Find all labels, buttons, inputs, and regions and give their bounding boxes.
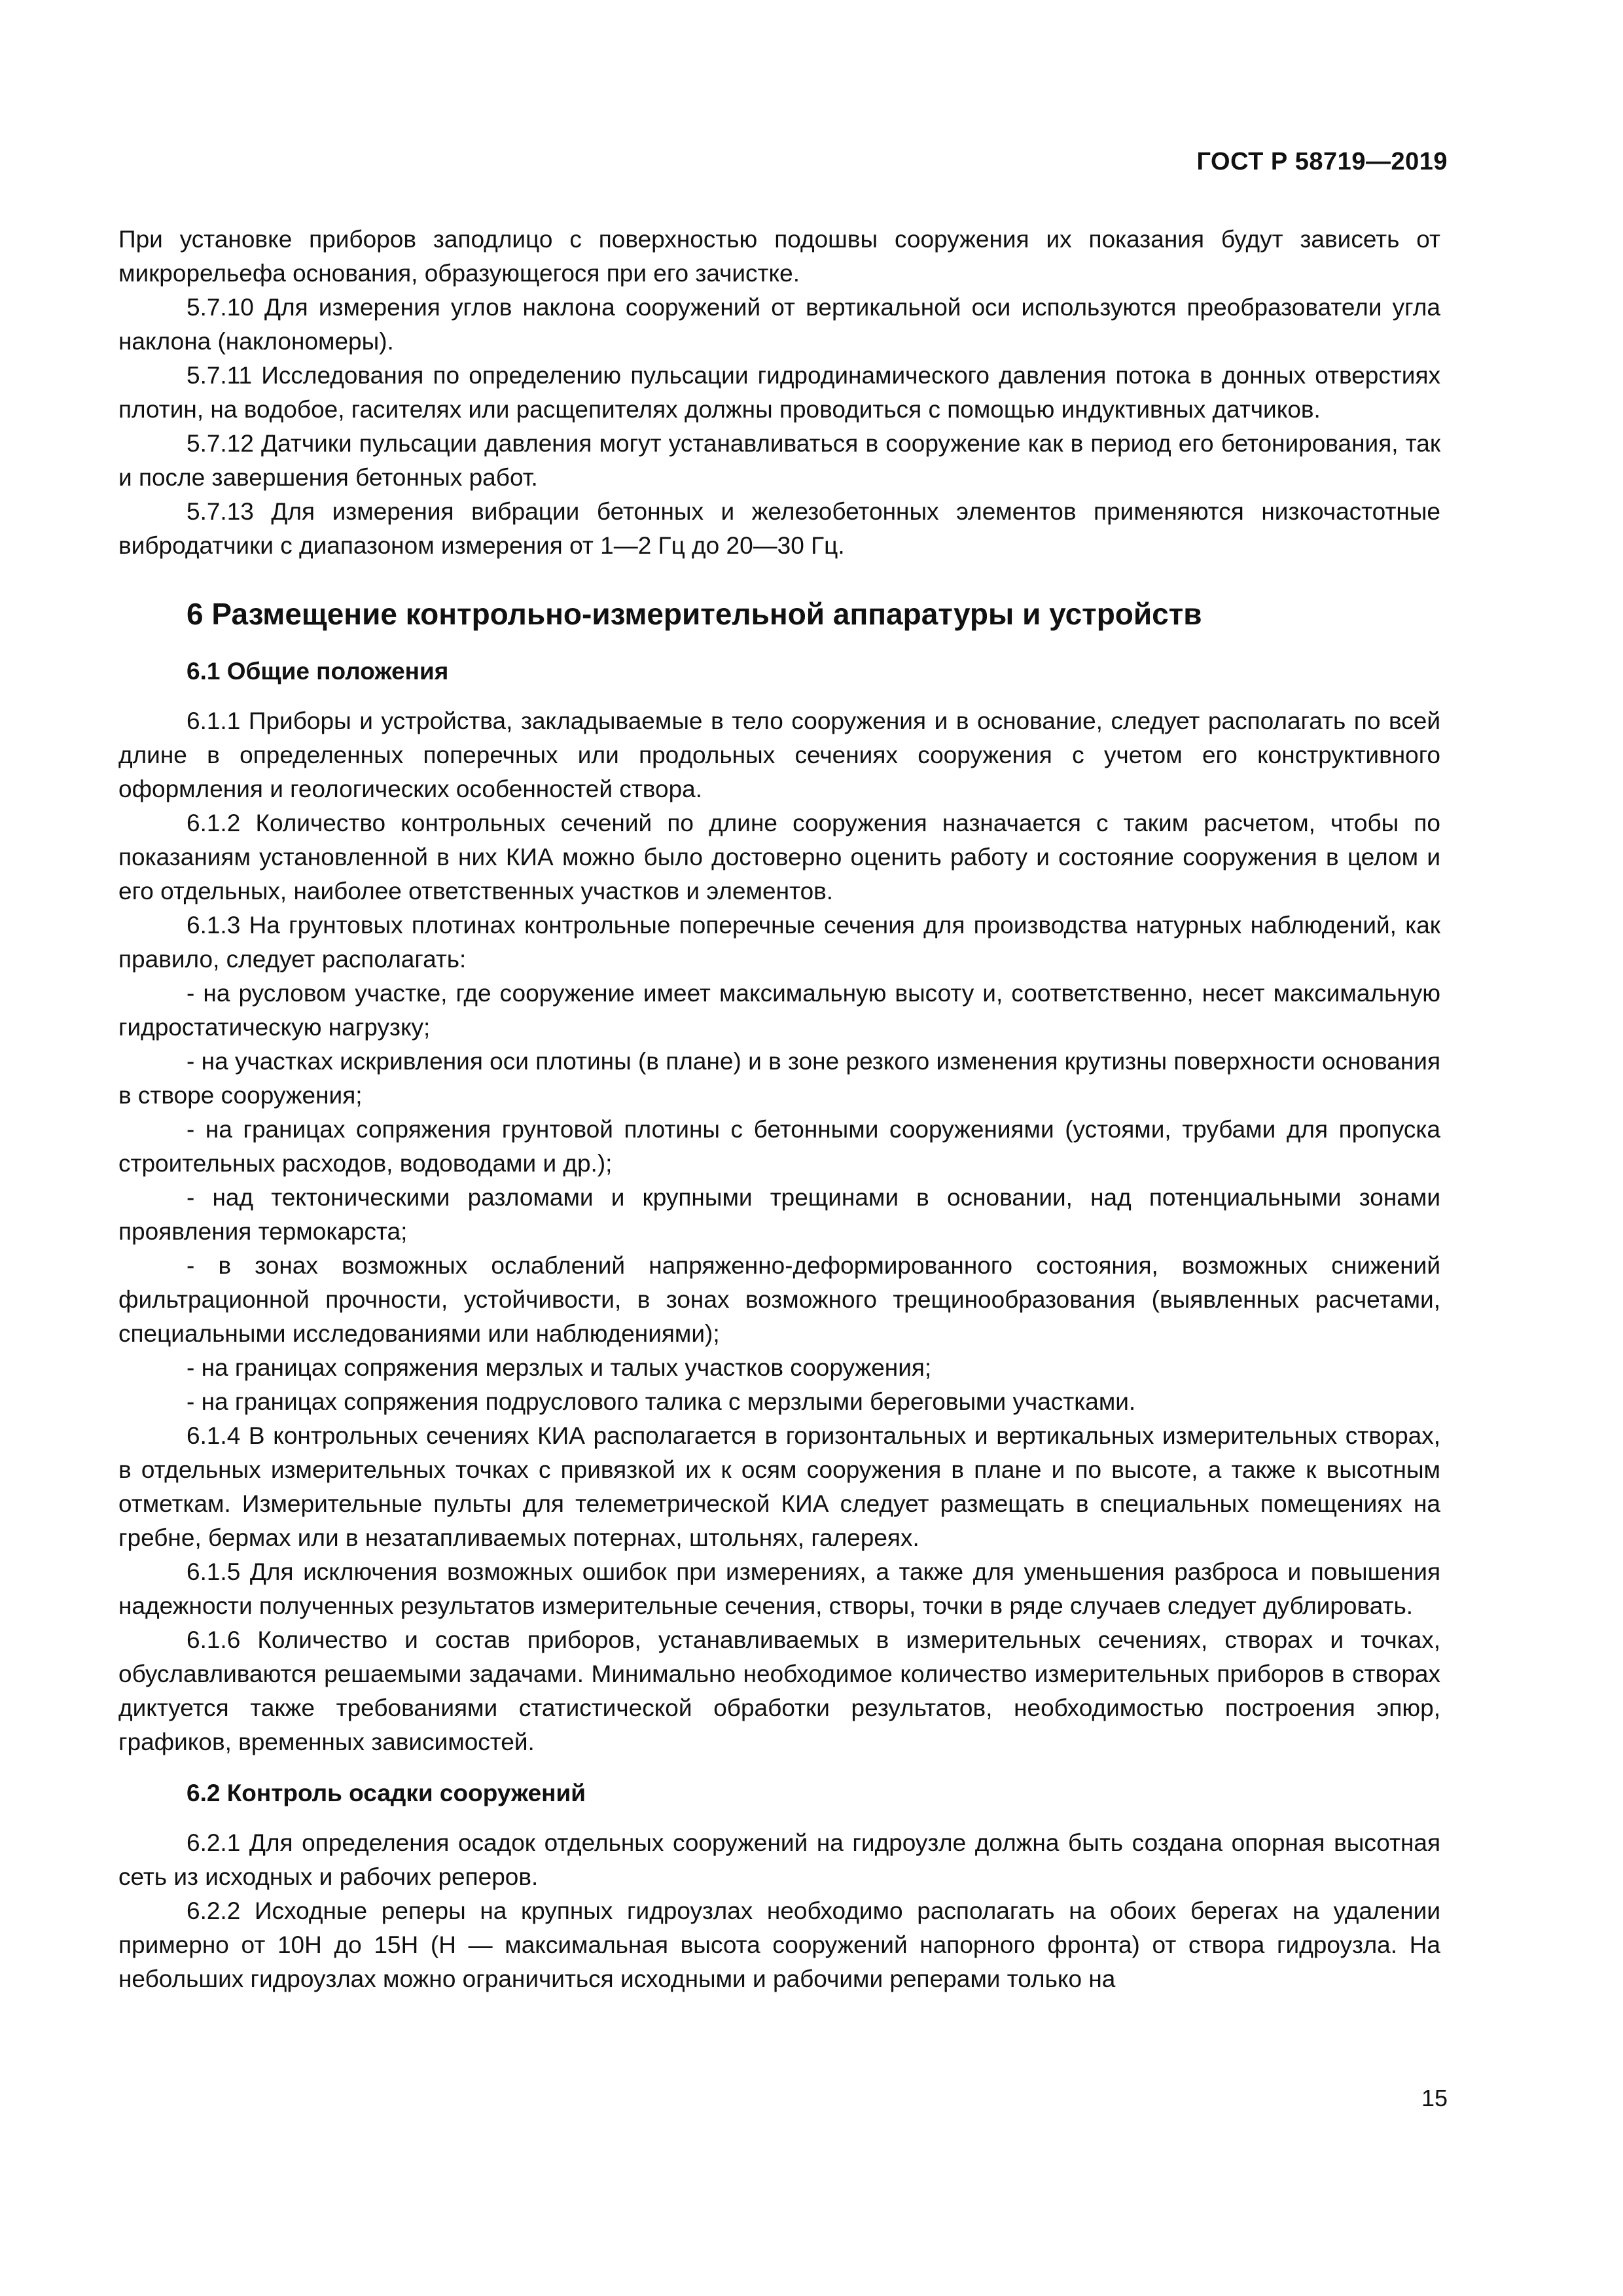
paragraph-5-7-11: 5.7.11 Исследования по определению пульсации гидродинамического давления потока в донных отверстиях плотин, на водобое, гасителях или расщепителях должны проводиться с помощью индуктивных датчиков. [118, 362, 1440, 423]
document-header: ГОСТ Р 58719—2019 [1196, 148, 1448, 175]
paragraph-6-1-4: 6.1.4 В контрольных сечениях КИА располагается в горизонтальных и вертикальных измерительных створах, в отдельных измерительных точках с привязкой их к осям сооружения в плане и по высоте, а также к высотным отметкам. Измерительные пульты для телеметрической КИА следует размещать в специальных помещениях на гребне, бермах или в незатапливаемых потернах, штольнях, галереях. [118, 1422, 1440, 1551]
paragraph-continuation: При установке приборов заподлицо с поверхностью подошвы сооружения их показания будут зависеть от микрорельефа основания, образующегося при его зачистке. [118, 226, 1440, 287]
list-item: - на границах сопряжения грунтовой плотины с бетонными сооружениями (устоями, трубами для пропуска строительных расходов, водоводами и др.); [118, 1116, 1440, 1177]
list-item: - на участках искривления оси плотины (в плане) и в зоне резкого изменения крутизны поверхности основания в створе сооружения; [118, 1048, 1440, 1109]
document-body [118, 223, 1440, 1996]
paragraph-6-1-6: 6.1.6 Количество и состав приборов, устанавливаемых в измерительных сечениях, створах и точках, обуславливаются решаемыми задачами. Минимально необходимое количество измерительных приборов в створах диктуется также требованиями статистической обработки результатов, необходимостью построения эпюр, графиков, временных зависимостей. [118, 1626, 1440, 1755]
list-item: - над тектоническими разломами и крупными трещинами в основании, над потенциальными зонами проявления термокарста; [118, 1184, 1440, 1245]
paragraph-6-1-5: 6.1.5 Для исключения возможных ошибок при измерениях, а также для уменьшения разброса и повышения надежности полученных результатов измерительные сечения, створы, точки в ряде случаев следует дублировать. [118, 1558, 1440, 1619]
paragraph-6-2-2: 6.2.2 Исходные реперы на крупных гидроузлах необходимо располагать на обоих берегах на удалении примерно от 10Н до 15Н (Н — максимальная высота сооружений напорного фронта) от створа гидроузла. На небольших гидроузлах можно ограничиться исходными и рабочими реперами только на [118, 1897, 1440, 1992]
page-number: 15 [1421, 2085, 1448, 2111]
subsection-6-1-heading: 6.1 Общие положения [187, 658, 449, 685]
paragraph-6-2-1: 6.2.1 Для определения осадок отдельных сооружений на гидроузле должна быть создана опорная высотная сеть из исходных и рабочих реперов. [118, 1829, 1440, 1890]
list-item: - на границах сопряжения мерзлых и талых участков сооружения; [187, 1354, 932, 1381]
paragraph-6-1-1: 6.1.1 Приборы и устройства, закладываемые в тело сооружения и в основание, следует располагать по всей длине в определенных поперечных или продольных сечениях сооружения с учетом его конструктивного оформления и геологических особенностей створа. [118, 708, 1440, 802]
paragraph-5-7-10: 5.7.10 Для измерения углов наклона сооружений от вертикальной оси используются преобразователи угла наклона (наклономеры). [118, 294, 1440, 355]
paragraph-6-1-3: 6.1.3 На грунтовых плотинах контрольные поперечные сечения для производства натурных наблюдений, как правило, следует располагать: [118, 912, 1440, 973]
subsection-6-2-heading: 6.2 Контроль осадки сооружений [187, 1780, 586, 1806]
list-item: - на русловом участке, где сооружение имеет максимальную высоту и, соответственно, несет максимальную гидростатическую нагрузку; [118, 980, 1440, 1041]
list-item: - в зонах возможных ослаблений напряженно-деформированного состояния, возможных снижений фильтрационной прочности, устойчивости, в зонах возможного трещинообразования (выявленных расчетами, специальными исследованиями или наблюдениями); [118, 1252, 1440, 1347]
list-item: - на границах сопряжения подруслового талика с мерзлыми береговыми участками. [187, 1388, 1136, 1415]
paragraph-5-7-13: 5.7.13 Для измерения вибрации бетонных и железобетонных элементов применяются низкочастотные вибродатчики с диапазоном измерения от 1—2 Гц до 20—30 Гц. [118, 498, 1440, 559]
paragraph-6-1-2: 6.1.2 Количество контрольных сечений по длине сооружения назначается с таким расчетом, чтобы по показаниям установленной в них КИА можно было достоверно оценить работу и состояние сооружения в целом и его отдельных, наиболее ответственных участков и элементов. [118, 810, 1440, 905]
paragraph-5-7-12: 5.7.12 Датчики пульсации давления могут устанавливаться в сооружение как в период его бетонирования, так и после завершения бетонных работ. [118, 430, 1440, 491]
section-6-heading: 6 Размещение контрольно-измерительной аппаратуры и устройств [187, 597, 1202, 631]
